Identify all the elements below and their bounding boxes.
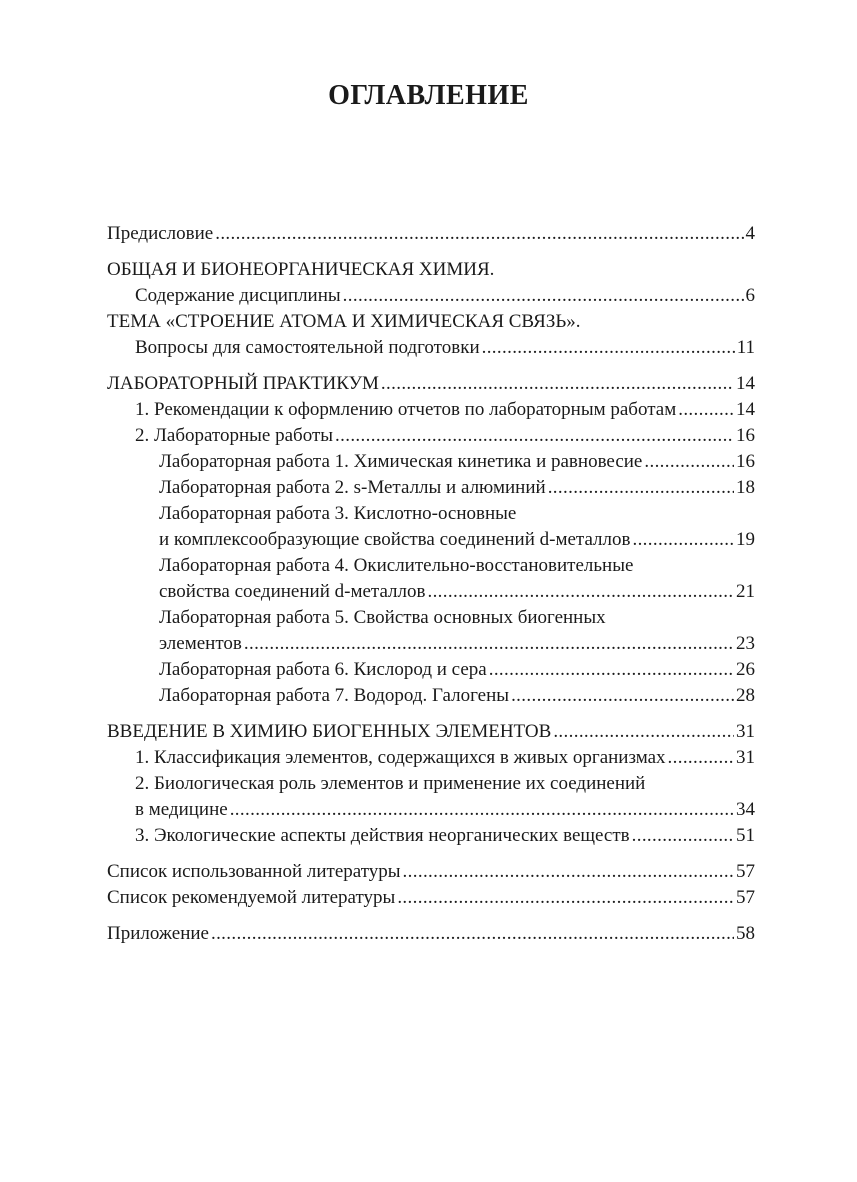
toc-leader (427, 579, 734, 605)
toc-leader (511, 683, 734, 709)
toc-entry[interactable] (107, 885, 755, 911)
toc-entry[interactable] (107, 475, 755, 501)
toc-entry-text: Лабораторная работа 3. Кислотно-основные (159, 503, 517, 524)
toc-entry-line (107, 771, 755, 797)
toc-entry[interactable] (107, 719, 755, 745)
toc-page-number: 4 (745, 223, 755, 244)
toc-entry[interactable] (107, 579, 755, 605)
toc-entry-text: Лабораторная работа 6. Кислород и сера (159, 659, 487, 680)
toc-leader (632, 527, 734, 553)
toc-page-number: 19 (736, 529, 755, 550)
toc-entry-text: Лабораторная работа 2. s-Металлы и алюминий (159, 477, 546, 498)
toc-entry[interactable] (107, 397, 755, 423)
toc-leader (632, 823, 734, 849)
toc-entry-text: ВВЕДЕНИЕ В ХИМИЮ БИОГЕННЫХ ЭЛЕМЕНТОВ (107, 721, 552, 742)
toc-entry-text: Приложение (107, 923, 209, 944)
toc-page-number: 21 (736, 581, 755, 602)
toc-entry-text: Лабораторная работа 5. Свойства основных биогенных (159, 607, 606, 628)
page-title: ОГЛАВЛЕНИЕ (328, 80, 529, 111)
toc-entry[interactable] (107, 371, 755, 397)
toc-entry[interactable] (107, 683, 755, 709)
toc-entry-text: Лабораторная работа 7. Водород. Галогены (159, 685, 510, 706)
toc-entry-text: 1. Классификация элементов, содержащихся в живых организмах (135, 747, 666, 768)
toc-leader (215, 221, 743, 247)
toc-entry[interactable] (107, 221, 755, 247)
toc-section-heading (107, 309, 755, 335)
toc-entry-text: и комплексообразующие свойства соединений d-металлов (159, 529, 631, 550)
toc-entry-text: Предисловие (107, 223, 214, 244)
toc-page-number: 57 (736, 861, 755, 882)
toc-entry-text: свойства соединений d-металлов (159, 581, 426, 602)
toc-entry[interactable] (107, 745, 755, 771)
toc-entry-text: 2. Биологическая роль элементов и применение их соединений (135, 773, 646, 794)
toc-leader (343, 283, 744, 309)
toc-entry-text: в медицине (135, 799, 228, 820)
toc-page-number: 18 (736, 477, 755, 498)
toc-entry-text: Лабораторная работа 4. Окислительно-восстановительные (159, 555, 634, 576)
toc-section-heading (107, 257, 755, 283)
toc-page-number: 31 (736, 721, 755, 742)
toc-leader (489, 657, 734, 683)
toc-page-number: 58 (736, 923, 755, 944)
table-of-contents (107, 221, 755, 947)
toc-entry-text: Список рекомендуемой литературы (107, 887, 396, 908)
toc-page-number: 23 (736, 633, 755, 654)
toc-entry-text: Содержание дисциплины (135, 285, 341, 306)
toc-leader (553, 719, 734, 745)
toc-page-number: 31 (736, 747, 755, 768)
toc-page-number: 14 (736, 399, 755, 420)
toc-entry-text: 2. Лабораторные работы (135, 425, 334, 446)
toc-entry-text: Вопросы для самостоятельной подготовки (135, 337, 480, 358)
toc-entry-text: Список использованной литературы (107, 861, 401, 882)
toc-page-number: 34 (736, 799, 755, 820)
toc-leader (397, 885, 734, 911)
toc-entry[interactable] (107, 527, 755, 553)
toc-entry[interactable] (107, 631, 755, 657)
toc-leader (381, 371, 734, 397)
toc-entry-line (107, 605, 755, 631)
toc-entry-text: ТЕМА «СТРОЕНИЕ АТОМА И ХИМИЧЕСКАЯ СВЯЗЬ». (107, 311, 581, 332)
toc-page-number: 51 (736, 825, 755, 846)
toc-entry-text: элементов (159, 633, 242, 654)
toc-entry[interactable] (107, 859, 755, 885)
toc-entry[interactable] (107, 823, 755, 849)
toc-entry-text: ЛАБОРАТОРНЫЙ ПРАКТИКУМ (107, 373, 379, 394)
toc-entry[interactable] (107, 423, 755, 449)
toc-entry[interactable] (107, 449, 755, 475)
toc-page-number: 6 (745, 285, 755, 306)
toc-entry-text: 1. Рекомендации к оформлению отчетов по лабораторным работам (135, 399, 677, 420)
toc-entry-text: 3. Экологические аспекты действия неорганических веществ (135, 825, 630, 846)
toc-entry[interactable] (107, 797, 755, 823)
toc-entry-line (107, 501, 755, 527)
toc-leader (482, 335, 735, 361)
toc-page-number: 16 (736, 451, 755, 472)
toc-leader (335, 423, 734, 449)
toc-page-number: 16 (736, 425, 755, 446)
toc-entry-line (107, 553, 755, 579)
toc-page-number: 28 (736, 685, 755, 706)
toc-leader (644, 449, 734, 475)
toc-leader (230, 797, 734, 823)
toc-leader (244, 631, 734, 657)
toc-entry[interactable] (107, 335, 755, 361)
toc-entry[interactable] (107, 283, 755, 309)
toc-page-number: 11 (736, 337, 755, 358)
toc-leader (403, 859, 734, 885)
toc-page-number: 57 (736, 887, 755, 908)
toc-leader (548, 475, 734, 501)
toc-leader (668, 745, 734, 771)
toc-page-number: 14 (736, 373, 755, 394)
toc-leader (678, 397, 734, 423)
toc-leader (211, 921, 734, 947)
toc-entry-text: ОБЩАЯ И БИОНЕОРГАНИЧЕСКАЯ ХИМИЯ. (107, 259, 495, 280)
toc-entry-text: Лабораторная работа 1. Химическая кинетика и равновесие (159, 451, 643, 472)
toc-entry[interactable] (107, 921, 755, 947)
toc-page-number: 26 (736, 659, 755, 680)
toc-entry[interactable] (107, 657, 755, 683)
